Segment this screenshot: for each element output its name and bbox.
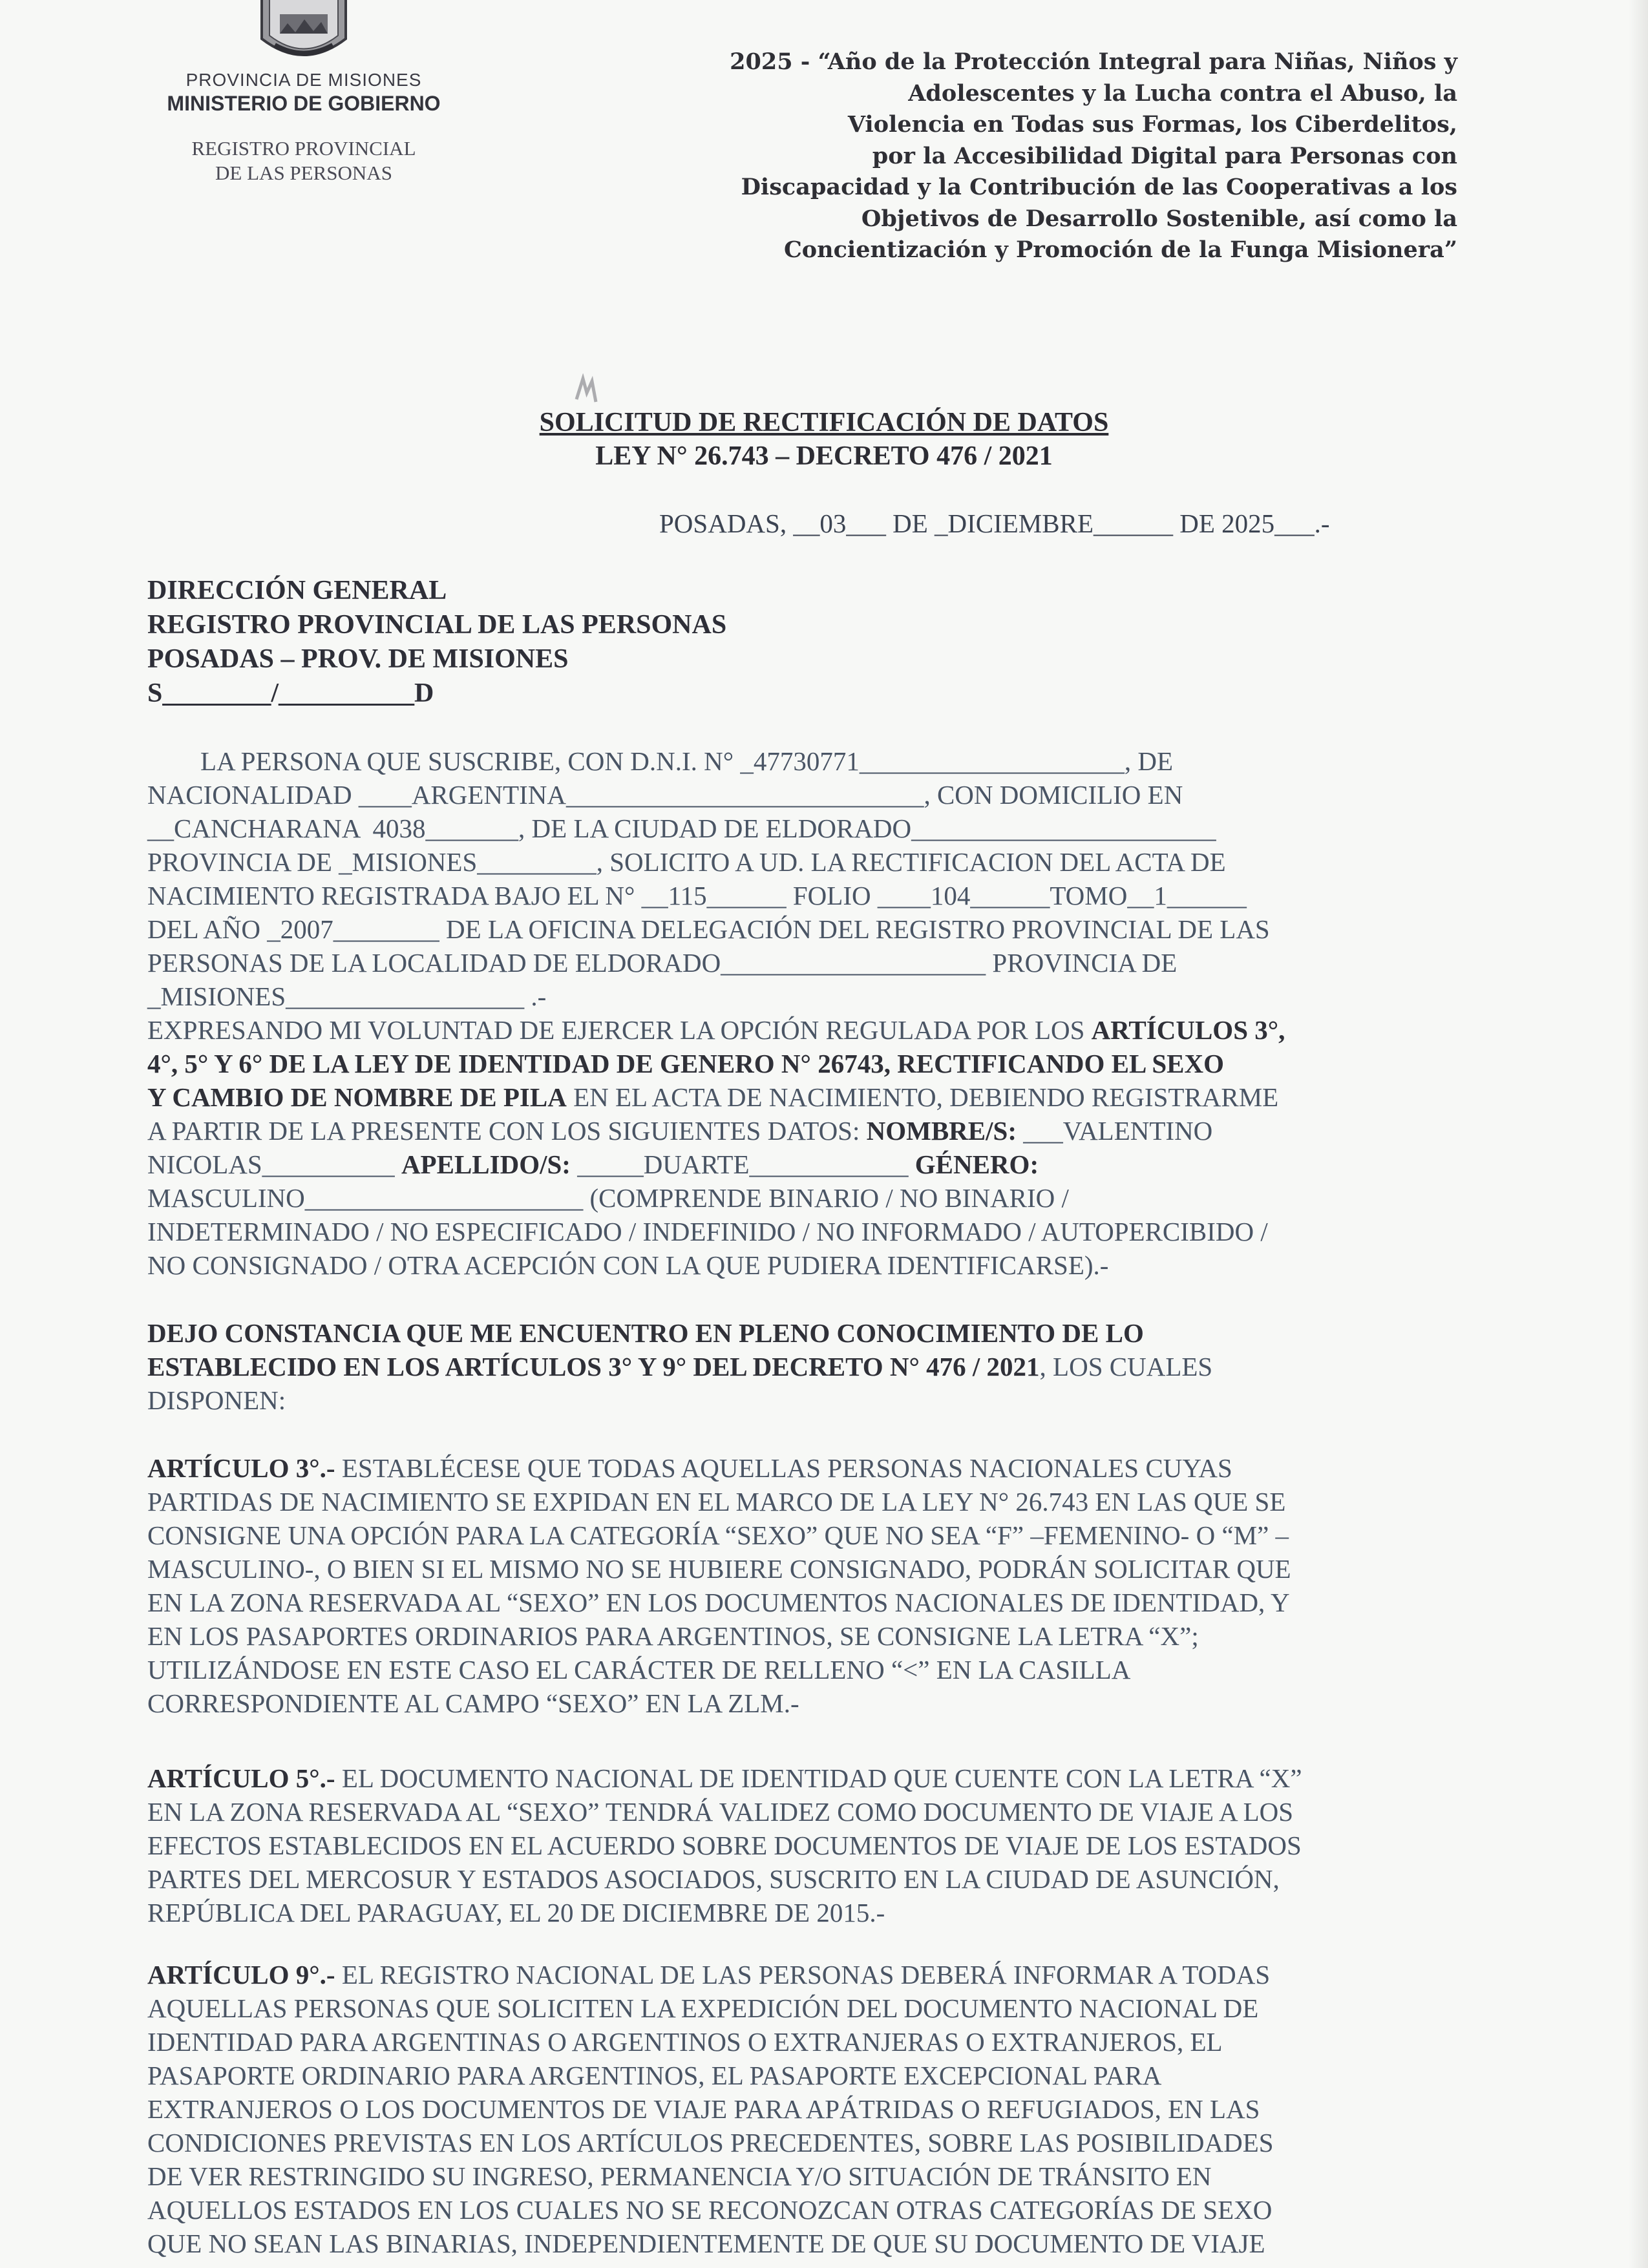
body-line: PERSONAS DE LA LOCALIDAD DE ELDORADO____________________ PROVINCIA DE xyxy=(147,948,1178,978)
body-text: ___VALENTINO xyxy=(1017,1116,1213,1146)
pen-mark-icon xyxy=(570,373,604,407)
motto-line: por la Accesibilidad Digital para Personas con xyxy=(872,142,1457,169)
body-line: CONSIGNE UNA OPCIÓN PARA LA CATEGORÍA “SEXO” QUE NO SEA “F” –FEMENINO- O “M” – xyxy=(147,1520,1289,1550)
body-line: EFECTOS ESTABLECIDOS EN EL ACUERDO SOBRE DOCUMENTOS DE VIAJE DE LOS ESTADOS xyxy=(147,1831,1302,1860)
body-line: EN LA ZONA RESERVADA AL “SEXO” TENDRÁ VALIDEZ COMO DOCUMENTO DE VIAJE A LOS xyxy=(147,1797,1294,1827)
body-line: IDENTIDAD PARA ARGENTINAS O ARGENTINOS O EXTRANJERAS O EXTRANJEROS, EL xyxy=(147,2027,1223,2057)
document-subtitle: LEY N° 26.743 – DECRETO 476 / 2021 xyxy=(595,441,1053,471)
org-ministry: MINISTERIO DE GOBIERNO xyxy=(167,92,441,115)
body-line: _MISIONES__________________ .- xyxy=(147,982,547,1011)
body-line xyxy=(147,1047,1492,1080)
org-registry-line1: REGISTRO PROVINCIAL xyxy=(191,137,416,160)
body-text: EXPRESANDO MI VOLUNTAD DE EJERCER LA OPCIÓN REGULADA POR LOS xyxy=(147,1015,1092,1045)
motto-line: Discapacidad y la Contribución de las Cooperativas a los xyxy=(741,174,1457,200)
org-registry xyxy=(149,136,459,185)
body-line: PARTIDAS DE NACIMIENTO SE EXPIDAN EN EL MARCO DE LA LEY N° 26.743 EN LAS QUE SE xyxy=(147,1487,1286,1517)
article-heading: ARTÍCULO 9°.- xyxy=(147,1960,335,1990)
body-line: PASAPORTE ORDINARIO PARA ARGENTINOS, EL PASAPORTE EXCEPCIONAL PARA xyxy=(147,2061,1162,2090)
body-line: QUE NO SEAN LAS BINARIAS, INDEPENDIENTEMENTE DE QUE SU DOCUMENTO DE VIAJE xyxy=(147,2229,1265,2258)
body-bold: APELLIDO/S: xyxy=(401,1150,571,1179)
body-bold: ESTABLECIDO EN LOS ARTÍCULOS 3° Y 9° DEL DECRETO N° 476 / 2021 xyxy=(147,1352,1040,1381)
dateline: POSADAS, __03___ DE _DICIEMBRE______ DE 2025___.- xyxy=(659,509,1330,538)
body-line: __CANCHARANA 4038_______, DE LA CIUDAD DE ELDORADO_______________________ xyxy=(147,814,1216,843)
addressee-line: POSADAS – PROV. DE MISIONES xyxy=(147,644,569,674)
body-text: , LOS CUALES xyxy=(1039,1352,1213,1381)
org-registry-line2: DE LAS PERSONAS xyxy=(215,162,392,184)
article-heading: ARTÍCULO 5°.- xyxy=(147,1763,335,1793)
body-line: REPÚBLICA DEL PARAGUAY, EL 20 DE DICIEMBRE DE 2015.- xyxy=(147,1898,885,1927)
article-5 xyxy=(147,1761,1492,1929)
body-line: INDETERMINADO / NO ESPECIFICADO / INDEFINIDO / NO INFORMADO / AUTOPERCIBIDO / xyxy=(147,1217,1268,1246)
addressee-block xyxy=(147,574,726,711)
letterhead xyxy=(149,0,459,185)
body-line: PROVINCIA DE _MISIONES_________, SOLICITO A UD. LA RECTIFICACION DEL ACTA DE xyxy=(147,847,1226,877)
body-line: AQUELLOS ESTADOS EN LOS CUALES NO SE RECONOZCAN OTRAS CATEGORÍAS DE SEXO xyxy=(147,2195,1273,2225)
body-line: CONDICIONES PREVISTAS EN LOS ARTÍCULOS PRECEDENTES, SOBRE LAS POSIBILIDADES xyxy=(147,2128,1274,2158)
body-line: DE VER RESTRINGIDO SU INGRESO, PERMANENCIA Y/O SITUACIÓN DE TRÁNSITO EN xyxy=(147,2161,1212,2191)
body-bold: ARTÍCULOS 3°, xyxy=(1091,1015,1285,1045)
body-text: ESTABLÉCESE QUE TODAS AQUELLAS PERSONAS NACIONALES CUYAS xyxy=(335,1453,1232,1483)
year-motto xyxy=(617,47,1457,266)
motto-line: Adolescentes y la Lucha contra el Abuso, la xyxy=(908,79,1457,107)
acknowledgement-paragraph xyxy=(147,1316,1492,1417)
body-text: EL DOCUMENTO NACIONAL DE IDENTIDAD QUE CUENTE CON LA LETRA “X” xyxy=(335,1763,1302,1793)
body-bold: 4°, 5° Y 6° DE LA LEY DE IDENTIDAD DE GENERO N° 26743, RECTIFICANDO EL SEXO xyxy=(147,1049,1224,1078)
body-line xyxy=(147,1316,1492,1350)
article-heading: ARTÍCULO 3°.- xyxy=(147,1453,335,1483)
body-line xyxy=(147,1114,1492,1148)
body-line: PARTES DEL MERCOSUR Y ESTADOS ASOCIADOS, SUSCRITO EN LA CIUDAD DE ASUNCIÓN, xyxy=(147,1864,1280,1894)
body-line: EN LA ZONA RESERVADA AL “SEXO” EN LOS DOCUMENTOS NACIONALES DE IDENTIDAD, Y xyxy=(147,1588,1290,1617)
scan-edge-shadow xyxy=(1629,0,1648,2268)
body-line: MASCULINO-, O BIEN SI EL MISMO NO SE HUBIERE CONSIGNADO, PODRÁN SOLICITAR QUE xyxy=(147,1554,1291,1584)
body-line: LA PERSONA QUE SUSCRIBE, CON D.N.I. N° _47730771____________________, DE xyxy=(147,746,1174,776)
body-line xyxy=(147,1958,1492,1991)
org-province: PROVINCIA DE MISIONES xyxy=(185,70,422,90)
request-paragraph xyxy=(147,744,1492,1282)
body-line xyxy=(147,1080,1492,1114)
body-text: EL REGISTRO NACIONAL DE LAS PERSONAS DEBERÁ INFORMAR A TODAS xyxy=(335,1960,1271,1990)
body-bold: Y CAMBIO DE NOMBRE DE PILA xyxy=(147,1082,567,1112)
body-line: EXTRANJEROS O LOS DOCUMENTOS DE VIAJE PARA APÁTRIDAS O REFUGIADOS, EN LAS xyxy=(147,2094,1260,2124)
body-line: NACIMIENTO REGISTRADA BAJO EL N° __115______ FOLIO ____104______TOMO__1______ xyxy=(147,881,1247,910)
motto-line: Concientización y Promoción de la Funga Misionera” xyxy=(783,236,1457,263)
body-text: EN EL ACTA DE NACIMIENTO, DEBIENDO REGISTRARME xyxy=(566,1082,1279,1112)
article-9 xyxy=(147,1958,1492,2260)
article-3 xyxy=(147,1451,1492,1720)
body-line: NO CONSIGNADO / OTRA ACEPCIÓN CON LA QUE PUDIERA IDENTIFICARSE).- xyxy=(147,1250,1109,1280)
body-line xyxy=(147,1148,1492,1181)
body-line: MASCULINO_____________________ (COMPRENDE BINARIO / NO BINARIO / xyxy=(147,1183,1069,1213)
body-line: EN LOS PASAPORTES ORDINARIOS PARA ARGENTINOS, SE CONSIGNE LA LETRA “X”; xyxy=(147,1621,1199,1651)
body-line: CORRESPONDIENTE AL CAMPO “SEXO” EN LA ZLM.- xyxy=(147,1688,799,1718)
body-line: DEL AÑO _2007________ DE LA OFICINA DELEGACIÓN DEL REGISTRO PROVINCIAL DE LAS xyxy=(147,914,1270,944)
body-bold: DEJO CONSTANCIA QUE ME ENCUENTRO EN PLENO CONOCIMIENTO DE LO xyxy=(147,1318,1144,1348)
body-line xyxy=(147,1451,1492,1485)
addressee-line: S________/__________D xyxy=(147,678,434,708)
body-line: UTILIZÁNDOSE EN ESTE CASO EL CARÁCTER DE RELLENO “<” EN LA CASILLA xyxy=(147,1655,1131,1685)
body-text: A PARTIR DE LA PRESENTE CON LOS SIGUIENTES DATOS: xyxy=(147,1116,867,1146)
body-line xyxy=(147,1761,1492,1795)
addressee-line: DIRECCIÓN GENERAL xyxy=(147,576,447,605)
addressee-line: REGISTRO PROVINCIAL DE LAS PERSONAS xyxy=(147,610,727,640)
body-text: NICOLAS__________ xyxy=(147,1150,401,1179)
motto-line: 2025 - “Año de la Protección Integral para Niñas, Niños y xyxy=(730,48,1457,75)
body-bold: GÉNERO: xyxy=(914,1150,1039,1179)
body-text: _____DUARTE____________ xyxy=(570,1150,915,1179)
body-line: NACIONALIDAD ____ARGENTINA___________________________, CON DOMICILIO EN xyxy=(147,780,1183,810)
body-line xyxy=(147,1350,1492,1383)
province-seal-icon xyxy=(249,0,359,65)
motto-line: Objetivos de Desarrollo Sostenible, así como la xyxy=(861,205,1457,232)
document-title: SOLICITUD DE RECTIFICACIÓN DE DATOS xyxy=(539,408,1109,437)
motto-line: Violencia en Todas sus Formas, los Ciberdelitos, xyxy=(847,111,1457,138)
body-bold: NOMBRE/S: xyxy=(866,1116,1017,1146)
body-line xyxy=(147,1013,1492,1047)
body-line: DISPONEN: xyxy=(147,1385,286,1415)
body-line: AQUELLAS PERSONAS QUE SOLICITEN LA EXPEDICIÓN DEL DOCUMENTO NACIONAL DE xyxy=(147,1993,1259,2023)
